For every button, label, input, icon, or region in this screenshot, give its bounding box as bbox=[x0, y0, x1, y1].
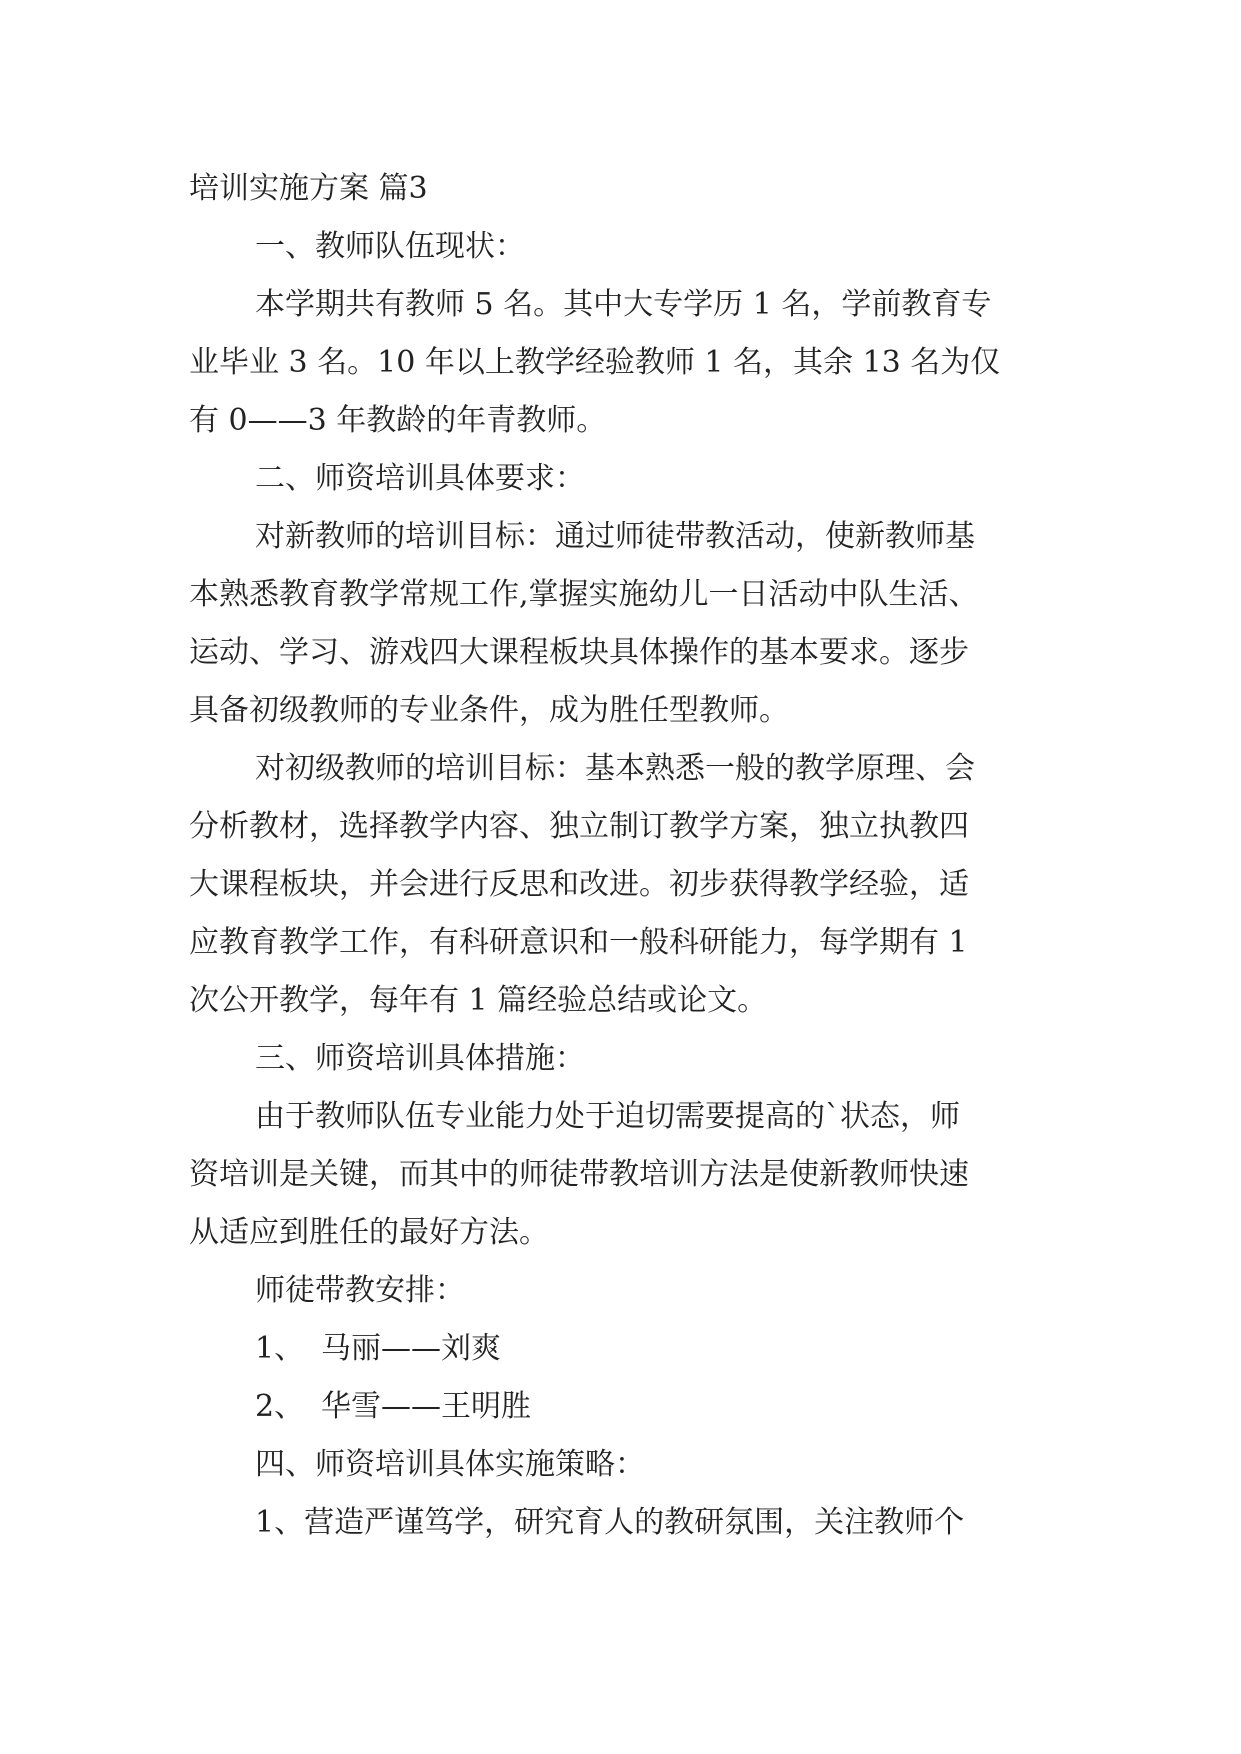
paragraph-line: 对新教师的培训目标：通过师徒带教活动，使新教师基 bbox=[255, 519, 975, 554]
arrangement-label: 师徒带教安排： bbox=[255, 1273, 465, 1308]
section-heading: 四、师资培训具体实施策略： bbox=[255, 1447, 645, 1482]
paragraph-line: 次公开教学，每年有 1 篇经验总结或论文。 bbox=[189, 983, 768, 1018]
paragraph-line: 从适应到胜任的最好方法。 bbox=[189, 1215, 549, 1250]
paragraph-line: 资培训是关键，而其中的师徒带教培训方法是使新教师快速 bbox=[189, 1157, 969, 1192]
paragraph-line: 对初级教师的培训目标：基本熟悉一般的教学原理、会 bbox=[255, 751, 975, 786]
paragraph-line: 应教育教学工作，有科研意识和一般科研能力，每学期有 1 bbox=[189, 925, 968, 960]
paragraph-line: 有 0——3 年教龄的年青教师。 bbox=[189, 403, 607, 438]
document-title: 培训实施方案 篇3 bbox=[189, 171, 428, 206]
list-item bbox=[189, 1320, 1055, 1378]
paragraph-line: 1、营造严谨笃学，研究育人的教研氛围，关注教师个 bbox=[255, 1505, 965, 1540]
list-item-number: 2、 bbox=[255, 1389, 305, 1424]
list-item-text: 华雪——王明胜 bbox=[321, 1389, 531, 1424]
section-heading: 三、师资培训具体措施： bbox=[255, 1041, 585, 1076]
list-item bbox=[189, 1378, 1055, 1436]
paragraph-line: 由于教师队伍专业能力处于迫切需要提高的`状态，师 bbox=[255, 1099, 960, 1134]
document-body bbox=[189, 160, 1055, 1552]
section-heading: 二、师资培训具体要求： bbox=[255, 461, 585, 496]
list-item-number: 1、 bbox=[255, 1331, 305, 1366]
paragraph-line: 本学期共有教师 5 名。其中大专学历 1 名，学前教育专 bbox=[255, 287, 992, 322]
paragraph-line: 大课程板块，并会进行反思和改进。初步获得教学经验，适 bbox=[189, 867, 969, 902]
paragraph-line: 运动、学习、游戏四大课程板块具体操作的基本要求。逐步 bbox=[189, 635, 969, 670]
section-heading: 一、教师队伍现状： bbox=[255, 229, 525, 264]
paragraph-line: 分析教材，选择教学内容、独立制订教学方案，独立执教四 bbox=[189, 809, 969, 844]
paragraph-line: 业毕业 3 名。10 年以上教学经验教师 1 名，其余 13 名为仅 bbox=[189, 345, 1001, 380]
paragraph-line: 本熟悉教育教学常规工作,掌握实施幼儿一日活动中队生活、 bbox=[189, 577, 979, 612]
list-item-text: 马丽——刘爽 bbox=[321, 1331, 501, 1366]
paragraph-line: 具备初级教师的专业条件，成为胜任型教师。 bbox=[189, 693, 789, 728]
